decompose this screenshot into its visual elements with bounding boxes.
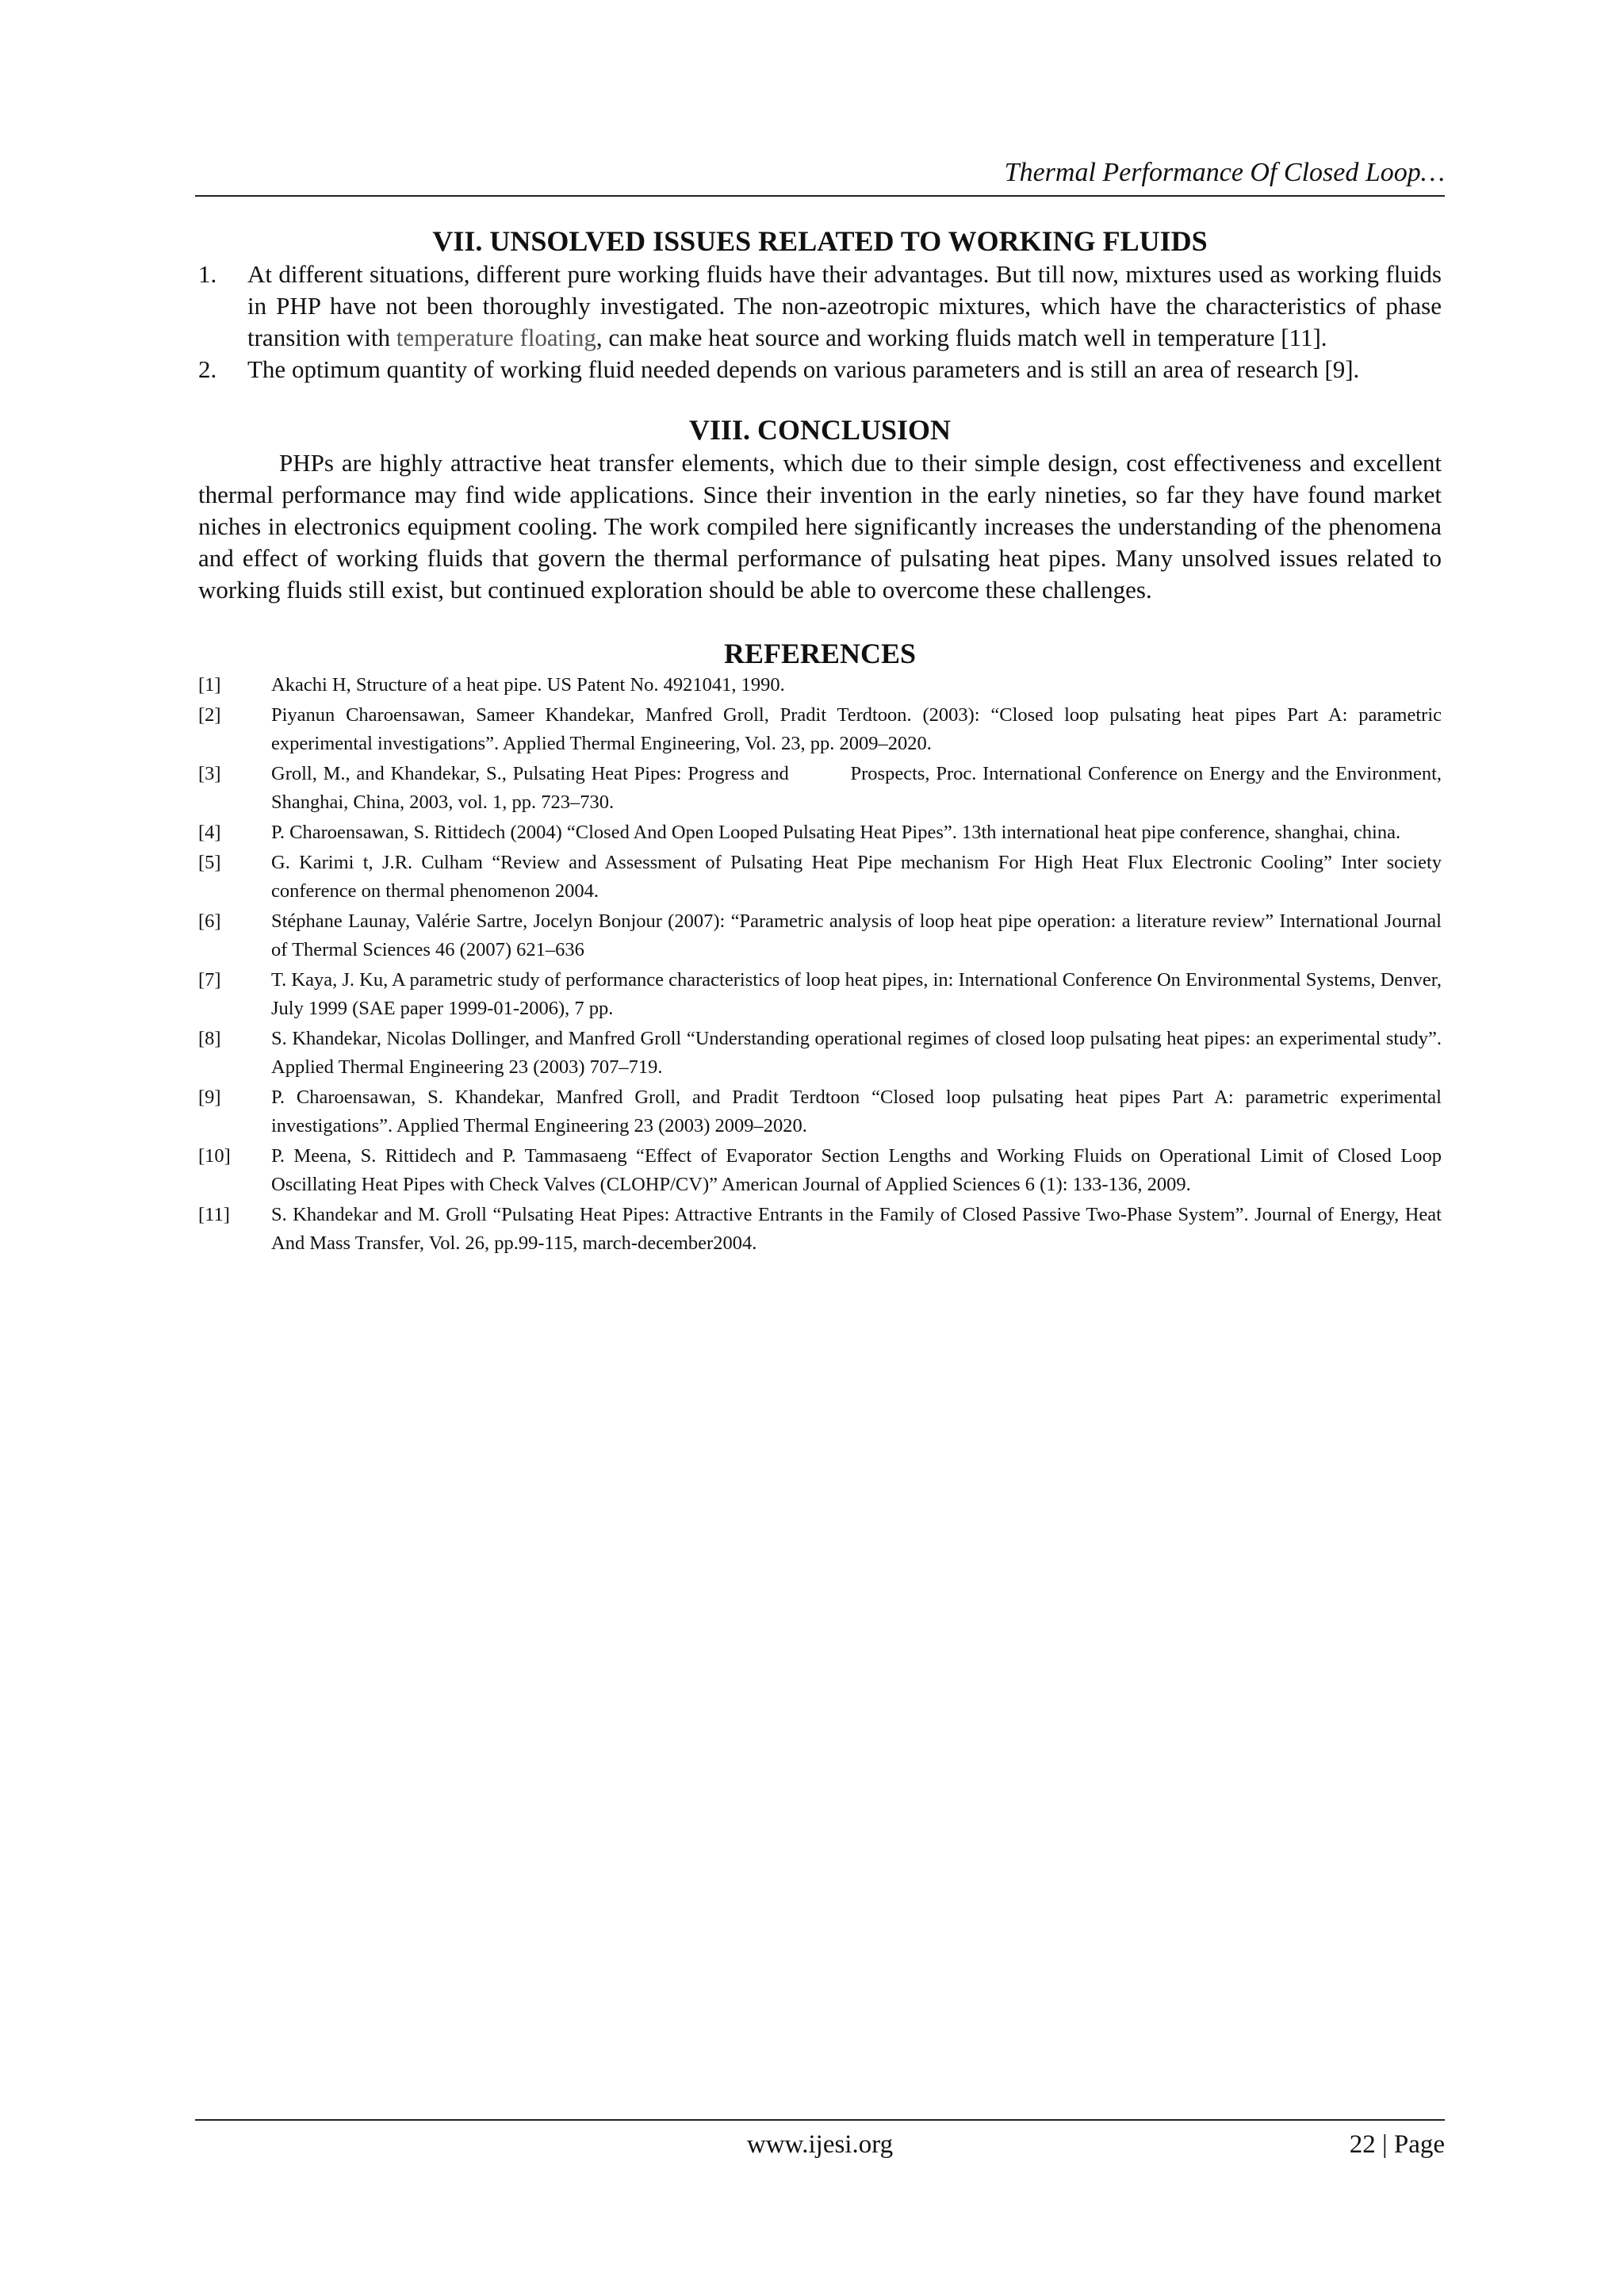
reference-text: S. Khandekar and M. Groll “Pulsating Heat Pipes: Attractive Entrants in the Family of Closed Passive Two-Phase System”. Journal of Energy, Heat And Mass Transfer, Vol. 26, pp.99-115, march-december2004. [271,1204,1442,1254]
reference-number: [3] [198,763,221,784]
reference-number: [2] [198,704,221,726]
reference-text: Groll, M., and Khandekar, S., Pulsating Heat Pipes: Progress and Prospects, Proc. International Conference on Energy and the Environment, Shanghai, China, 2003, vol. 1, pp. 723–730. [271,763,1447,813]
list-item-number: 1. [198,260,217,288]
page-footer [195,2119,1445,2165]
reference-item [198,818,1442,847]
reference-item [198,701,1442,758]
unsolved-issues-list [198,259,1442,385]
reference-item [198,1083,1442,1140]
reference-number: [9] [198,1087,221,1108]
reference-text: P. Meena, S. Rittidech and P. Tammasaeng “Effect of Evaporator Section Lengths and Working Fluids on Operational Limit of Closed Loop Oscillating Heat Pipes with Check Valves (CLOHP/CV)” American Journal of Applied Sciences 6 (1): 133-136, 2009. [271,1145,1442,1195]
reference-text: P. Charoensawan, S. Khandekar, Manfred Groll, and Pradit Terdtoon “Closed loop pulsating heat pipes Part A: parametric experimental investigations”. Applied Thermal Engineering 23 (2003) 2009–2020. [271,1087,1442,1137]
reference-item [198,671,1442,700]
reference-number: [5] [198,852,221,873]
reference-text: T. Kaya, J. Ku, A parametric study of performance characteristics of loop heat pipes, in: International Conference On Environmental Systems, Denver, July 1999 (SAE paper 1999-01-2006), 7 pp. [271,969,1442,1019]
reference-number: [1] [198,674,221,696]
reference-text: Piyanun Charoensawan, Sameer Khandekar, Manfred Groll, Pradit Terdtoon. (2003): “Closed loop pulsating heat pipes Part A: parametric experimental investigations”. Applied Thermal Engineering, Vol. 23, pp. 2009–2020. [271,704,1442,754]
reference-text: G. Karimi t, J.R. Culham “Review and Assessment of Pulsating Heat Pipe mechanism For High Heat Flux Electronic Cooling” Inter society conference on thermal phenomenon 2004. [271,852,1442,902]
reference-text: Stéphane Launay, Valérie Sartre, Jocelyn Bonjour (2007): “Parametric analysis of loop heat pipe operation: a literature review” International Journal of Thermal Sciences 46 (2007) 621–636 [271,910,1442,960]
reference-number: [8] [198,1028,221,1049]
list-item-highlight-text: temperature floating [396,324,596,351]
reference-number: [11] [198,1204,230,1225]
reference-number: [6] [198,910,221,932]
reference-item [198,849,1442,906]
reference-item [198,907,1442,964]
page-content [198,224,1447,1259]
footer-page-number: 22 | Page [1349,2130,1445,2159]
section-heading-references: REFERENCES [723,638,917,669]
conclusion-paragraph: PHPs are highly attractive heat transfer elements, which due to their simple design, cost effectiveness and excellent thermal performance may find wide applications. Since their invention in the early nineties, so far they have found market niches in electronics equipment cooling. The work compiled here significantly increases the understanding of the phenomena and effect of working fluids that govern the thermal performance of pulsating heat pipes. Many unsolved issues related to working fluids still exist, but continued exploration should be able to overcome these challenges. [198,449,1442,604]
reference-item [198,1025,1442,1082]
reference-text: P. Charoensawan, S. Rittidech (2004) “Closed And Open Looped Pulsating Heat Pipes”. 13th international heat pipe conference, shanghai, china. [271,822,1401,843]
running-title: Thermal Performance Of Closed Loop… [1004,158,1445,187]
reference-item [198,1201,1442,1258]
list-item-text: At different situations, different pure working fluids have their advantages. But till now, mixtures used as working fluids in PHP have not been thoroughly investigated. The non-azeotropic mixtures, which have the characteristics of phase transition with [247,260,1442,351]
section-heading-conclusion: VIII. CONCLUSION [688,414,952,446]
references-list [198,671,1447,1258]
reference-number: [10] [198,1145,231,1167]
list-item [198,354,1442,385]
reference-text: Akachi H, Structure of a heat pipe. US Patent No. 4921041, 1990. [271,674,785,696]
list-item-number: 2. [198,355,217,383]
list-item [198,259,1442,354]
footer-site-url: www.ijesi.org [746,2130,894,2159]
reference-text: S. Khandekar, Nicolas Dollinger, and Manfred Groll “Understanding operational regimes of closed loop pulsating heat pipes: an experimental study”. Applied Thermal Engineering 23 (2003) 707–719. [271,1028,1442,1078]
page-header [195,155,1445,197]
list-item-text: The optimum quantity of working fluid needed depends on various parameters and is still an area of research [9]. [247,355,1360,383]
reference-item [198,1142,1442,1199]
reference-number: [7] [198,969,221,991]
reference-item [198,760,1447,817]
list-item-text: , can make heat source and working fluids match well in temperature [11]. [596,324,1327,351]
reference-item [198,966,1442,1023]
section-heading-unsolved-issues: VII. UNSOLVED ISSUES RELATED TO WORKING FLUIDS [432,225,1208,257]
reference-number: [4] [198,822,221,843]
